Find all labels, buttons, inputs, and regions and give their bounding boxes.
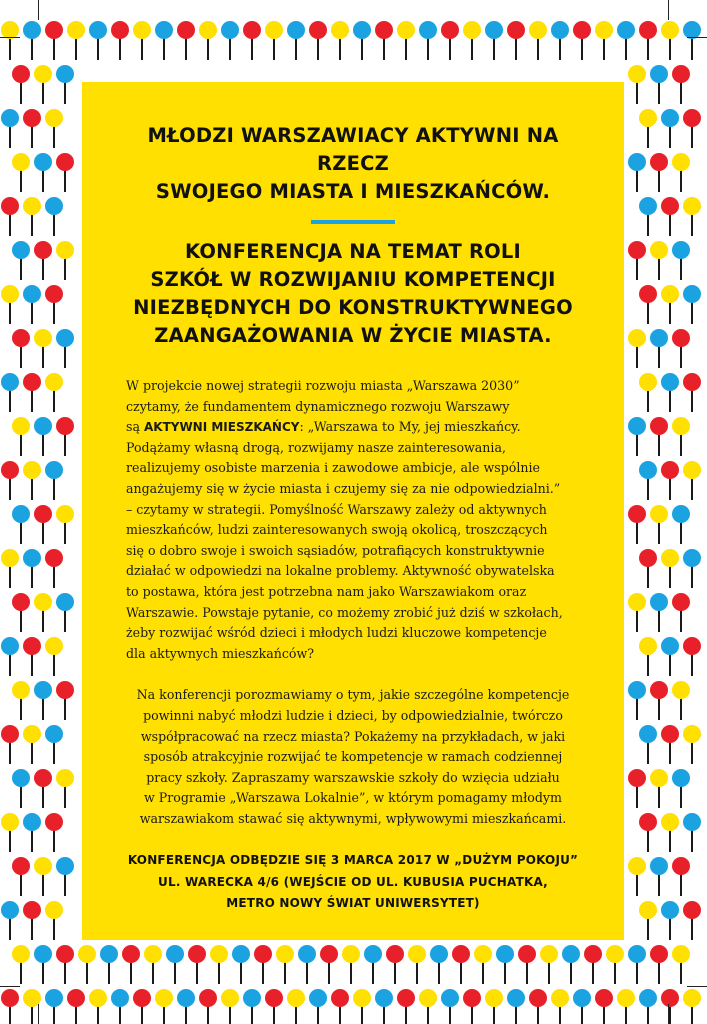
pin-decoration <box>364 945 382 984</box>
pin-decoration <box>639 549 657 588</box>
crop-mark-top-left <box>38 0 39 20</box>
crop-mark-bottom-right-h <box>687 986 707 987</box>
paragraph-line: działać w odpowiedzi na lokalne problemy. Aktywność obywatelska <box>126 563 555 579</box>
pin-decoration <box>650 593 668 632</box>
pin-decoration <box>661 813 679 852</box>
pin-decoration <box>628 241 646 280</box>
pin-decoration <box>639 285 657 324</box>
pin-decoration <box>661 21 679 60</box>
pin-decoration <box>1 901 19 940</box>
pin-decoration <box>34 241 52 280</box>
pin-decoration <box>111 989 129 1024</box>
pin-decoration <box>1 197 19 236</box>
pin-decoration <box>1 549 19 588</box>
pin-decoration <box>474 945 492 984</box>
pin-decoration <box>298 945 316 984</box>
pin-decoration <box>683 373 701 412</box>
pin-decoration <box>331 989 349 1024</box>
pin-decoration <box>23 725 41 764</box>
pin-decoration <box>683 725 701 764</box>
pin-decoration <box>133 989 151 1024</box>
pin-decoration <box>56 505 74 544</box>
paragraph-line <box>126 417 580 438</box>
pin-decoration <box>672 769 690 808</box>
pin-decoration <box>221 21 239 60</box>
pin-decoration <box>661 461 679 500</box>
pin-decoration <box>122 945 140 984</box>
pin-decoration <box>650 769 668 808</box>
pin-decoration <box>650 153 668 192</box>
pin-decoration <box>34 505 52 544</box>
pin-decoration <box>639 813 657 852</box>
pin-decoration <box>672 329 690 368</box>
pin-decoration <box>683 813 701 852</box>
pin-decoration <box>199 21 217 60</box>
pin-decoration <box>309 21 327 60</box>
pin-decoration <box>661 725 679 764</box>
pin-decoration <box>243 989 261 1024</box>
pin-decoration <box>56 857 74 896</box>
pin-decoration <box>661 989 679 1024</box>
pin-decoration <box>177 21 195 60</box>
pin-decoration <box>100 945 118 984</box>
event-details-line: METRO NOWY ŚWIAT UNIWERSYTET) <box>226 896 480 911</box>
pin-decoration <box>551 989 569 1024</box>
pin-decoration <box>89 989 107 1024</box>
pin-decoration <box>529 989 547 1024</box>
pin-decoration <box>12 593 30 632</box>
yellow-content-panel <box>82 82 624 940</box>
pin-decoration <box>12 769 30 808</box>
pin-decoration <box>628 153 646 192</box>
paragraph-line: powinni nabyć młodzi ludzie i dzieci, by odpowiedzialnie, twórczo <box>143 707 563 723</box>
paragraph-line: – czytamy w strategii. Pomyślność Warszawy zależy od aktywnych <box>126 501 547 517</box>
pin-decoration <box>45 637 63 676</box>
pin-decoration <box>485 989 503 1024</box>
pin-decoration <box>155 989 173 1024</box>
pin-decoration <box>639 725 657 764</box>
pin-decoration <box>650 857 668 896</box>
pin-decoration <box>56 945 74 984</box>
pin-decoration <box>683 901 701 940</box>
pin-decoration <box>12 65 30 104</box>
pin-decoration <box>672 593 690 632</box>
pin-decoration <box>661 549 679 588</box>
pin-decoration <box>12 857 30 896</box>
pin-decoration <box>419 989 437 1024</box>
event-details-line: KONFERENCJA ODBĘDZIE SIĘ 3 MARCA 2017 W „DUŻYM POKOJU” <box>127 853 579 868</box>
crop-mark-bottom-left <box>38 1004 39 1024</box>
blue-divider <box>311 220 395 224</box>
paragraph-line: Warszawie. Powstaje pytanie, co możemy zrobić już dziś w szkołach, <box>126 604 563 620</box>
paragraph-line: czytamy, że fundamentem dynamicznego rozwoju Warszawy <box>126 398 510 414</box>
pin-decoration <box>386 945 404 984</box>
pin-decoration <box>1 637 19 676</box>
pin-decoration <box>320 945 338 984</box>
pin-decoration <box>56 329 74 368</box>
pin-decoration <box>12 153 30 192</box>
pin-decoration <box>683 109 701 148</box>
pin-decoration <box>672 505 690 544</box>
pin-decoration <box>353 989 371 1024</box>
paragraph-line: się o dobro swoje i swoich sąsiadów, potrafiących konstruktywnie <box>126 542 545 558</box>
pin-decoration <box>34 329 52 368</box>
paragraph-line: pracy szkoły. Zapraszamy warszawskie szkoły do wzięcia udziału <box>146 769 560 785</box>
event-details-line: UL. WARECKA 4/6 (WEJŚCIE OD UL. KUBUSIA PUCHATKA, <box>158 874 548 889</box>
pin-decoration <box>683 549 701 588</box>
pin-decoration <box>452 945 470 984</box>
pin-decoration <box>628 945 646 984</box>
pin-decoration <box>56 417 74 456</box>
pin-decoration <box>1 285 19 324</box>
pin-decoration <box>683 461 701 500</box>
pin-decoration <box>518 945 536 984</box>
paragraph-line: to postawa, która jest potrzebna nam jako Warszawiakom oraz <box>126 583 527 599</box>
pin-decoration <box>672 241 690 280</box>
pin-decoration <box>683 285 701 324</box>
pin-decoration <box>177 989 195 1024</box>
pin-decoration <box>56 769 74 808</box>
pin-decoration <box>628 505 646 544</box>
pin-decoration <box>34 593 52 632</box>
pin-decoration <box>628 329 646 368</box>
pin-decoration <box>672 945 690 984</box>
pin-decoration <box>23 549 41 588</box>
conference-headline-line: NIEZBĘDNYCH DO KONSTRUKTYWNEGO <box>133 296 573 319</box>
pin-decoration <box>628 857 646 896</box>
pin-decoration <box>45 549 63 588</box>
pin-decoration <box>23 901 41 940</box>
pin-decoration <box>12 329 30 368</box>
pin-decoration <box>23 109 41 148</box>
pin-decoration <box>34 65 52 104</box>
pin-decoration <box>67 21 85 60</box>
pin-decoration <box>331 21 349 60</box>
pin-decoration <box>243 21 261 60</box>
paragraph-text: : „Warszawa to My, jej mieszkańcy. <box>299 419 521 435</box>
crop-mark-bottom-left-h <box>0 986 20 987</box>
pin-decoration <box>551 21 569 60</box>
pin-decoration <box>1 725 19 764</box>
pin-decoration <box>683 989 701 1024</box>
paragraph-line: sposób atrakcyjnie rozwijać te kompetencje w ramach codziennej <box>143 749 563 765</box>
pin-decoration <box>639 989 657 1024</box>
pin-decoration <box>683 21 701 60</box>
pin-decoration <box>573 989 591 1024</box>
pin-decoration <box>441 21 459 60</box>
pin-decoration <box>661 637 679 676</box>
pin-decoration <box>34 681 52 720</box>
main-headline-line: MŁODZI WARSZAWIACY AKTYWNI NA RZECZ <box>147 124 559 175</box>
pin-decoration <box>628 681 646 720</box>
pin-decoration <box>34 769 52 808</box>
pin-decoration <box>650 945 668 984</box>
pin-decoration <box>1 989 19 1024</box>
pin-decoration <box>397 21 415 60</box>
pin-decoration <box>419 21 437 60</box>
pin-decoration <box>672 65 690 104</box>
pin-decoration <box>56 681 74 720</box>
pin-decoration <box>45 373 63 412</box>
pin-decoration <box>1 109 19 148</box>
pin-decoration <box>562 945 580 984</box>
pin-decoration <box>1 813 19 852</box>
pin-decoration <box>188 945 206 984</box>
pin-decoration <box>650 417 668 456</box>
paragraph-line: W projekcie nowej strategii rozwoju miasta „Warszawa 2030” <box>126 378 520 393</box>
body-text <box>126 376 580 829</box>
pin-decoration <box>639 901 657 940</box>
pin-decoration <box>650 241 668 280</box>
pin-decoration <box>661 109 679 148</box>
active-residents-emphasis: AKTYWNI MIESZKAŃCY <box>143 420 300 435</box>
paragraph-line: żeby rozwijać wśród dzieci i młodych ludzi kluczowe kompetencje <box>126 625 547 641</box>
pin-decoration <box>1 21 19 60</box>
pin-decoration <box>639 21 657 60</box>
pin-decoration <box>650 681 668 720</box>
pin-decoration <box>254 945 272 984</box>
pin-decoration <box>661 901 679 940</box>
pin-decoration <box>441 989 459 1024</box>
pin-decoration <box>67 989 85 1024</box>
pin-decoration <box>56 241 74 280</box>
pin-decoration <box>34 417 52 456</box>
pin-decoration <box>265 989 283 1024</box>
pin-decoration <box>111 21 129 60</box>
pin-decoration <box>1 461 19 500</box>
crop-mark-top-right-h <box>687 37 707 38</box>
pin-decoration <box>650 505 668 544</box>
pin-decoration <box>34 857 52 896</box>
paragraph-line: Na konferencji porozmawiamy o tym, jakie szczególne kompetencje <box>136 687 570 703</box>
pin-decoration <box>672 857 690 896</box>
pin-decoration <box>683 197 701 236</box>
conference-headline-line: SZKÓŁ W ROZWIJANIU KOMPETENCJI <box>150 268 556 291</box>
pin-decoration <box>45 989 63 1024</box>
crop-mark-bottom-right <box>668 1004 669 1024</box>
main-headline-line: SWOJEGO MIASTA I MIESZKAŃCÓW. <box>155 180 551 203</box>
pin-decoration <box>430 945 448 984</box>
pin-decoration <box>485 21 503 60</box>
pin-decoration <box>639 461 657 500</box>
pin-decoration <box>639 637 657 676</box>
pin-decoration <box>1 373 19 412</box>
pin-decoration <box>56 65 74 104</box>
pin-decoration <box>276 945 294 984</box>
conference-headline-line: ZAANGAŻOWANIA W ŻYCIE MIASTA. <box>154 324 552 347</box>
paragraph-line: Podążamy własną drogą, rozwijamy nasze zainteresowania, <box>126 439 506 455</box>
pin-decoration <box>639 109 657 148</box>
pin-decoration <box>45 813 63 852</box>
main-headline <box>126 122 580 206</box>
pin-decoration <box>199 989 217 1024</box>
pin-decoration <box>23 637 41 676</box>
pin-decoration <box>507 989 525 1024</box>
pin-decoration <box>375 989 393 1024</box>
pin-decoration <box>12 505 30 544</box>
paragraph-line: realizujemy osobiste marzenia i zawodowe ambicje, ale wspólnie <box>126 460 540 476</box>
pin-decoration <box>23 285 41 324</box>
pin-decoration <box>232 945 250 984</box>
crop-mark-top-right <box>668 0 669 20</box>
paragraph-line: warszawiakom stawać się aktywnymi, wpływowymi mieszkańcami. <box>139 810 567 826</box>
pin-decoration <box>628 769 646 808</box>
pin-decoration <box>45 21 63 60</box>
pin-decoration <box>45 461 63 500</box>
pin-decoration <box>650 329 668 368</box>
pin-decoration <box>45 109 63 148</box>
pin-decoration <box>342 945 360 984</box>
pin-decoration <box>133 21 151 60</box>
pin-decoration <box>23 373 41 412</box>
pin-decoration <box>683 637 701 676</box>
pin-decoration <box>23 197 41 236</box>
pin-decoration <box>628 593 646 632</box>
pin-decoration <box>463 21 481 60</box>
pin-decoration <box>397 989 415 1024</box>
pin-decoration <box>639 373 657 412</box>
pin-decoration <box>265 21 283 60</box>
pin-decoration <box>595 21 613 60</box>
pin-decoration <box>23 21 41 60</box>
pin-decoration <box>661 373 679 412</box>
pin-decoration <box>617 989 635 1024</box>
pin-decoration <box>12 241 30 280</box>
pin-decoration <box>56 153 74 192</box>
pin-decoration <box>89 21 107 60</box>
pin-decoration <box>628 65 646 104</box>
pin-decoration <box>606 945 624 984</box>
pin-decoration <box>221 989 239 1024</box>
paragraph-line: dla aktywnych mieszkańców? <box>126 645 315 661</box>
pin-decoration <box>78 945 96 984</box>
pin-decoration <box>34 945 52 984</box>
pin-decoration <box>12 417 30 456</box>
pin-decoration <box>661 285 679 324</box>
pin-decoration <box>672 681 690 720</box>
pin-decoration <box>540 945 558 984</box>
pin-decoration <box>375 21 393 60</box>
pin-decoration <box>408 945 426 984</box>
pin-decoration <box>650 65 668 104</box>
paragraph-text: są <box>126 419 144 435</box>
pin-decoration <box>496 945 514 984</box>
pin-decoration <box>45 285 63 324</box>
pin-decoration <box>309 989 327 1024</box>
event-details <box>126 850 580 915</box>
pin-decoration <box>584 945 602 984</box>
pin-decoration <box>210 945 228 984</box>
pin-decoration <box>287 989 305 1024</box>
pin-decoration <box>529 21 547 60</box>
pin-decoration <box>672 417 690 456</box>
paragraph-line: mieszkańców, ludzi zainteresowanych swoją okolicą, troszczących <box>126 522 548 538</box>
pin-decoration <box>617 21 635 60</box>
pin-decoration <box>45 725 63 764</box>
pin-decoration <box>287 21 305 60</box>
pin-decoration <box>45 197 63 236</box>
pin-decoration <box>45 901 63 940</box>
pin-decoration <box>34 153 52 192</box>
conference-headline <box>126 238 580 350</box>
paragraph-line: współpracować na rzecz miasta? Pokażemy na przykładach, w jaki <box>140 728 566 744</box>
crop-mark-top-left-h <box>0 37 20 38</box>
pin-decoration <box>23 813 41 852</box>
pin-decoration <box>23 461 41 500</box>
conference-paragraph <box>126 685 580 829</box>
pin-decoration <box>155 21 173 60</box>
conference-headline-line: KONFERENCJA NA TEMAT ROLI <box>184 240 522 263</box>
pin-decoration <box>672 153 690 192</box>
pin-decoration <box>661 197 679 236</box>
intro-paragraph <box>126 376 580 664</box>
pin-decoration <box>595 989 613 1024</box>
paragraph-line: w Programie „Warszawa Lokalnie”, w którym pomagamy młodym <box>144 790 562 806</box>
pin-decoration <box>463 989 481 1024</box>
pin-decoration <box>12 945 30 984</box>
pin-decoration <box>56 593 74 632</box>
pin-decoration <box>144 945 162 984</box>
pin-decoration <box>628 417 646 456</box>
pin-decoration <box>12 681 30 720</box>
paragraph-line: angażujemy się w życie miasta i czujemy się za nie odpowiedzialni.” <box>126 480 561 496</box>
pin-decoration <box>166 945 184 984</box>
pin-decoration <box>573 21 591 60</box>
pin-decoration <box>639 197 657 236</box>
pin-decoration <box>353 21 371 60</box>
pin-decoration <box>507 21 525 60</box>
